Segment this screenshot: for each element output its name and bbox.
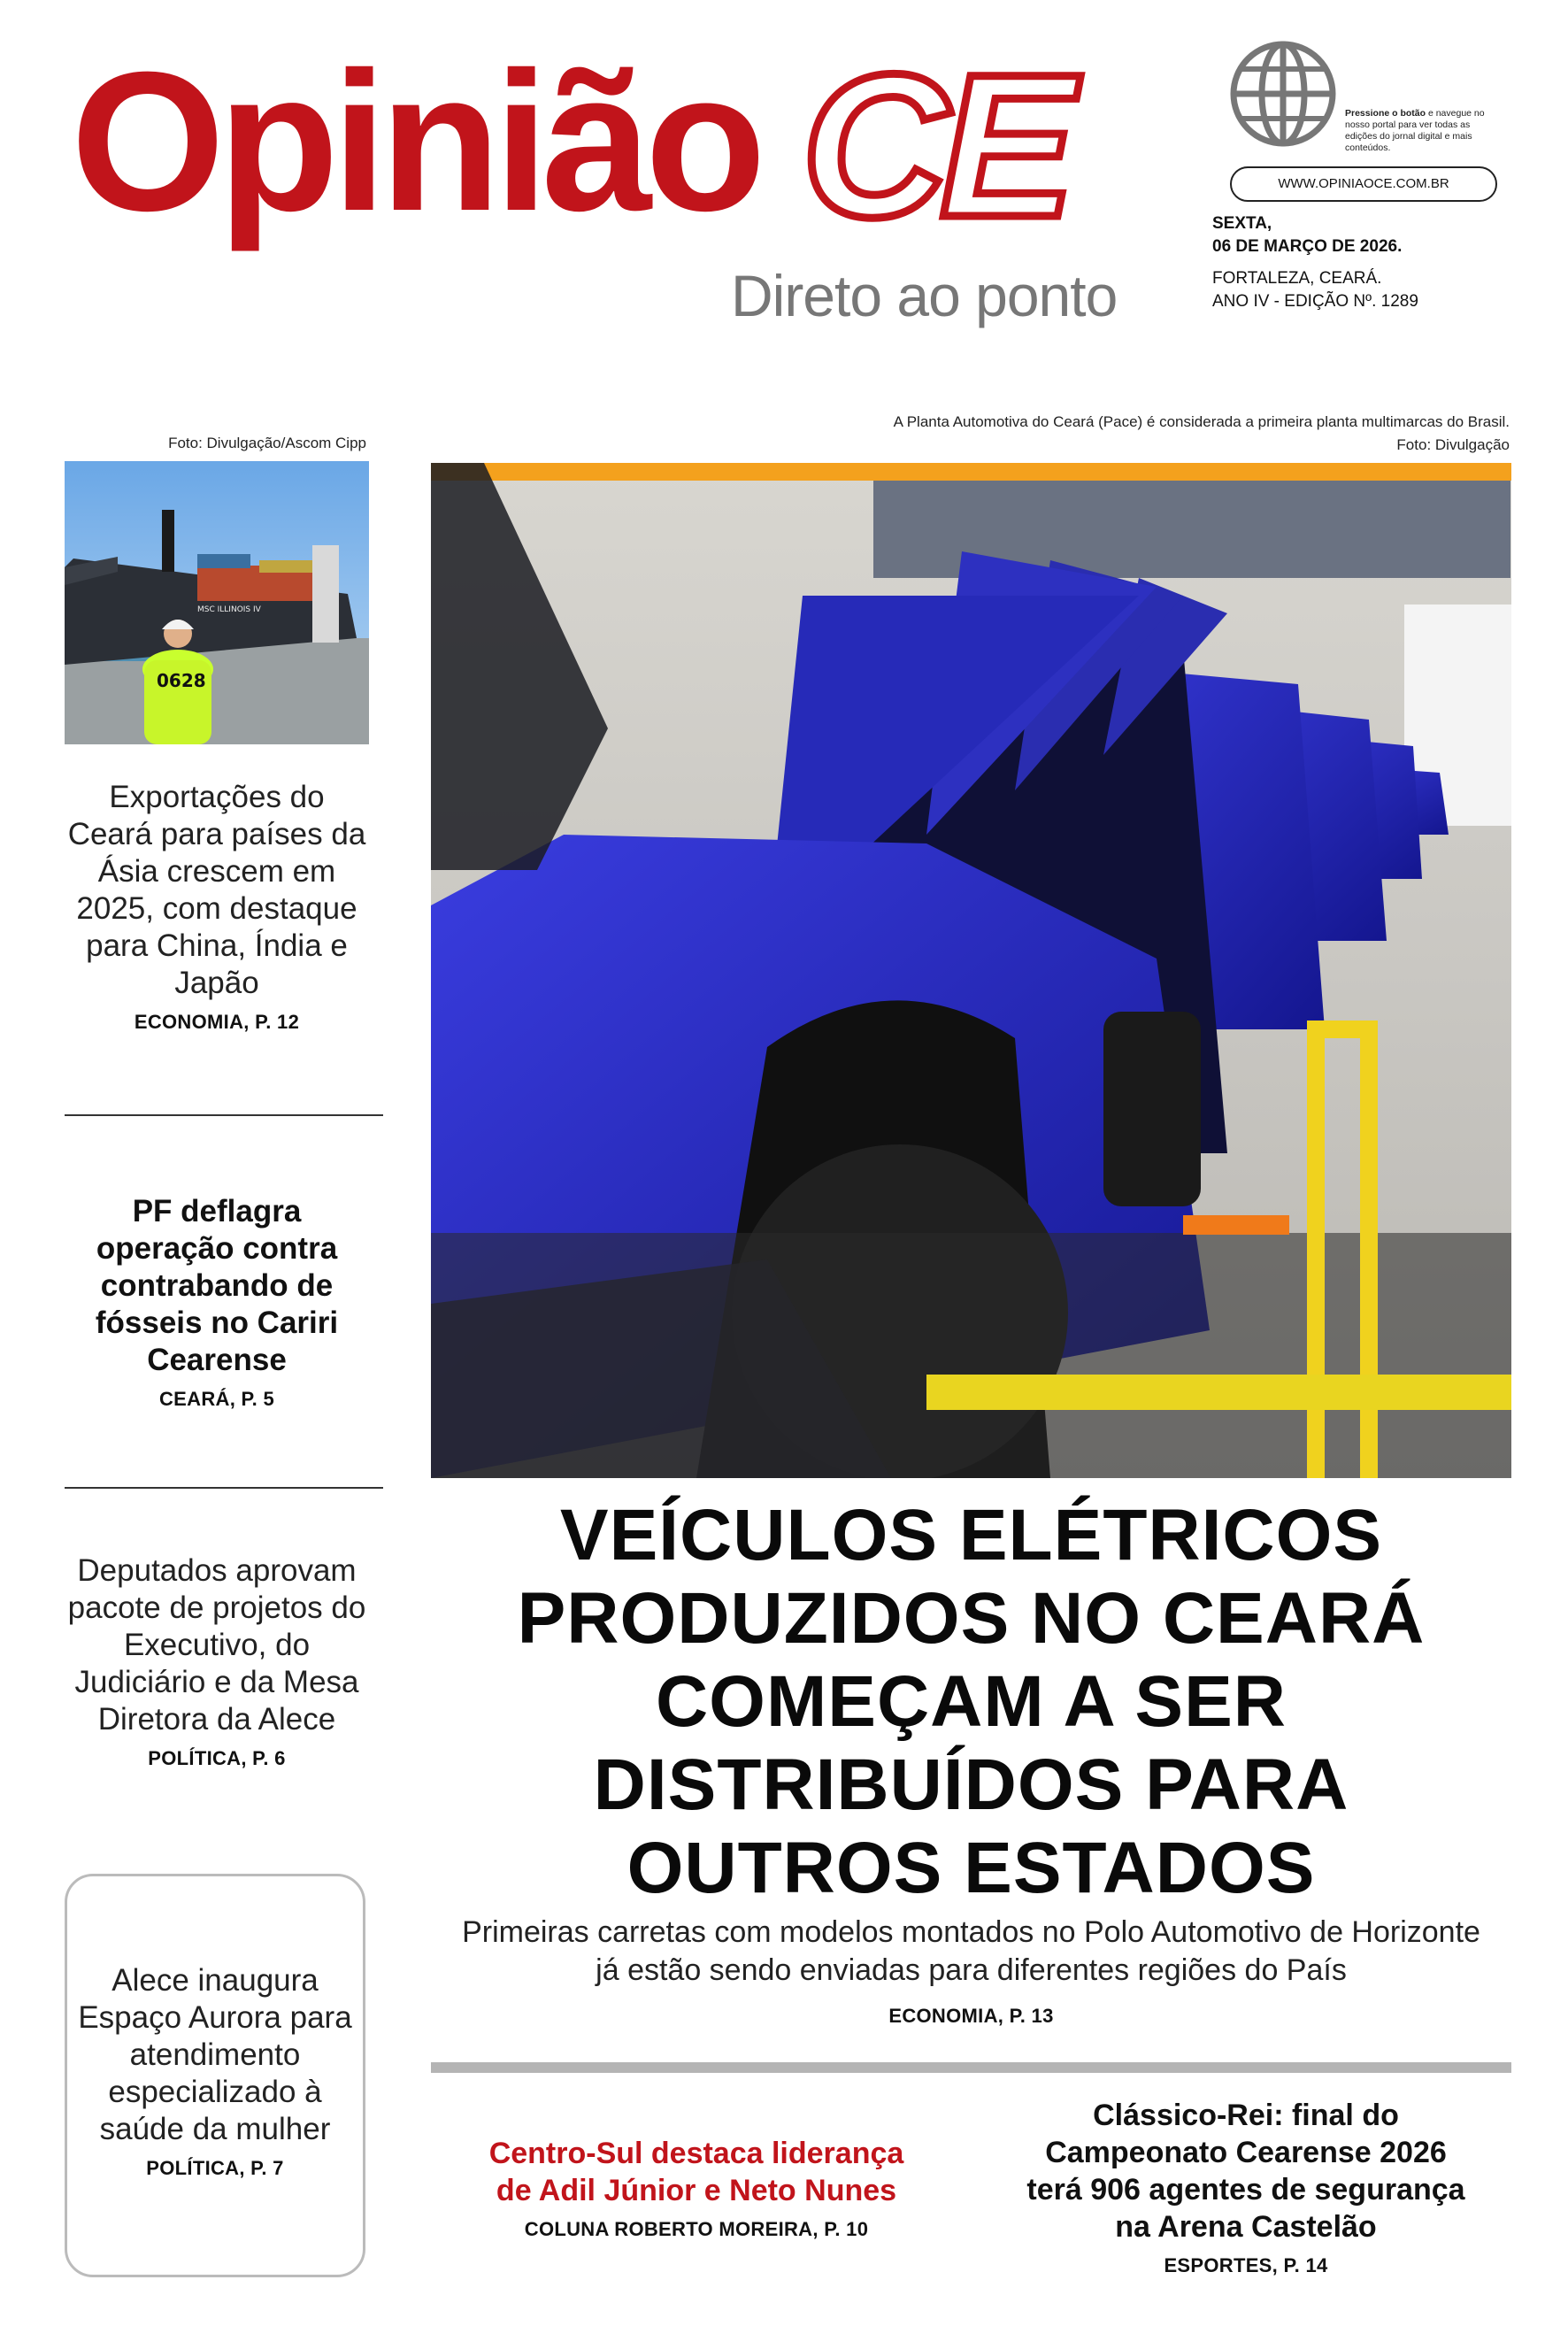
bottom-left-section: COLUNA ROBERTO MOREIRA, P. 10	[524, 2218, 869, 2240]
sidebar-story-1-section: ECONOMIA, P. 12	[134, 1011, 300, 1033]
side-photo-credit: Foto: Divulgação/Ascom Cipp	[168, 435, 366, 451]
sidebar-story-2-headline: PF deflagra operação contra contrabando de fósseis no Cariri Cearense	[95, 1194, 339, 1377]
main-story-section: ECONOMIA, P. 13	[888, 2005, 1054, 2027]
bottom-left-headline-line: Centro-Sul destaca liderança	[488, 2137, 904, 2170]
port-ship-photo	[65, 461, 369, 744]
bottom-right-headline-line: terá 906 agentes de segurança	[1026, 2173, 1465, 2207]
sidebar-story-4[interactable]	[73, 1962, 357, 2180]
edition-number: ANO IV - EDIÇÃO Nº. 1289	[1212, 292, 1418, 311]
main-deck	[431, 1914, 1511, 1990]
logo-ce: CE	[802, 32, 1067, 259]
section-divider-bar	[431, 2062, 1511, 2073]
globe-icon[interactable]	[1228, 39, 1338, 149]
bottom-right-headline-line: Clássico-Rei: final do	[1093, 2099, 1399, 2132]
bottom-right-section: ESPORTES, P. 14	[1164, 2254, 1328, 2276]
main-headline[interactable]	[431, 1494, 1511, 1910]
main-deck-line: já estão sendo enviadas para diferentes regiões do País	[596, 1953, 1347, 1987]
sidebar-story-3-headline: Deputados aprovam pacote de projetos do Executivo, do Judiciário e da Mesa Diretora da Alece	[67, 1553, 366, 1737]
sidebar-story-2-section: CEARÁ, P. 5	[158, 1388, 275, 1410]
portal-hint-bold: Pressione o botão	[1345, 108, 1426, 119]
logo-opiniao: Opinião	[71, 31, 759, 252]
main-deck-line: Primeiras carretas com modelos montados no Polo Automotivo de Horizonte	[462, 1915, 1480, 1949]
portal-hint-text	[1345, 108, 1495, 154]
bottom-left-story[interactable]	[431, 2135, 962, 2241]
bottom-right-story[interactable]	[980, 2097, 1511, 2277]
sidebar-story-2[interactable]	[65, 1193, 369, 1411]
sidebar-story-3-section: POLÍTICA, P. 6	[148, 1747, 286, 1769]
edition-weekday: SEXTA,	[1212, 214, 1272, 233]
sidebar-story-1[interactable]	[65, 779, 369, 1034]
sidebar-story-1-headline: Exportações do Ceará para países da Ásia crescem em 2025, com destaque para China, Índia e Japão	[67, 780, 366, 1000]
sidebar-story-4-section: POLÍTICA, P. 7	[146, 2157, 284, 2179]
main-headline-line: VEÍCULOS ELÉTRICOS	[559, 1495, 1383, 1575]
bottom-right-headline-line: Campeonato Cearense 2026	[1045, 2136, 1447, 2169]
bottom-right-headline-line: na Arena Castelão	[1115, 2210, 1377, 2244]
portal-hint-body: e navegue no nosso portal para ver todas as edições do jornal digital e mais conteúdos.	[1345, 108, 1485, 153]
ship-name: MSC ILLINOIS IV	[197, 605, 261, 614]
tagline: Direto ao ponto	[731, 263, 1118, 328]
main-photo-caption: A Planta Automotiva do Ceará (Pace) é considerada a primeira planta multimarcas do Brasil.	[893, 413, 1510, 430]
sidebar-story-3[interactable]	[65, 1552, 369, 1770]
main-headline-line: PRODUZIDOS NO CEARÁ	[517, 1578, 1426, 1659]
main-headline-line: COMEÇAM A SER	[655, 1661, 1287, 1742]
divider-rule	[65, 1487, 383, 1489]
vest-number: 0628	[157, 670, 206, 691]
edition-city: FORTALEZA, CEARÁ.	[1212, 269, 1382, 288]
edition-date: 06 DE MARÇO DE 2026.	[1212, 237, 1403, 256]
main-headline-line: DISTRIBUÍDOS PARA	[593, 1744, 1349, 1825]
sidebar-story-4-headline: Alece inaugura Espaço Aurora para atendimento especializado à saúde da mulher	[78, 1963, 352, 2146]
electric-vehicles-photo	[431, 463, 1511, 1478]
main-photo-credit: Foto: Divulgação	[1396, 436, 1510, 453]
website-link[interactable]: WWW.OPINIAOCE.COM.BR	[1230, 166, 1497, 202]
main-headline-line: OUTROS ESTADOS	[626, 1828, 1316, 1908]
divider-rule	[65, 1114, 383, 1116]
bottom-left-headline-line: de Adil Júnior e Neto Nunes	[496, 2174, 897, 2207]
